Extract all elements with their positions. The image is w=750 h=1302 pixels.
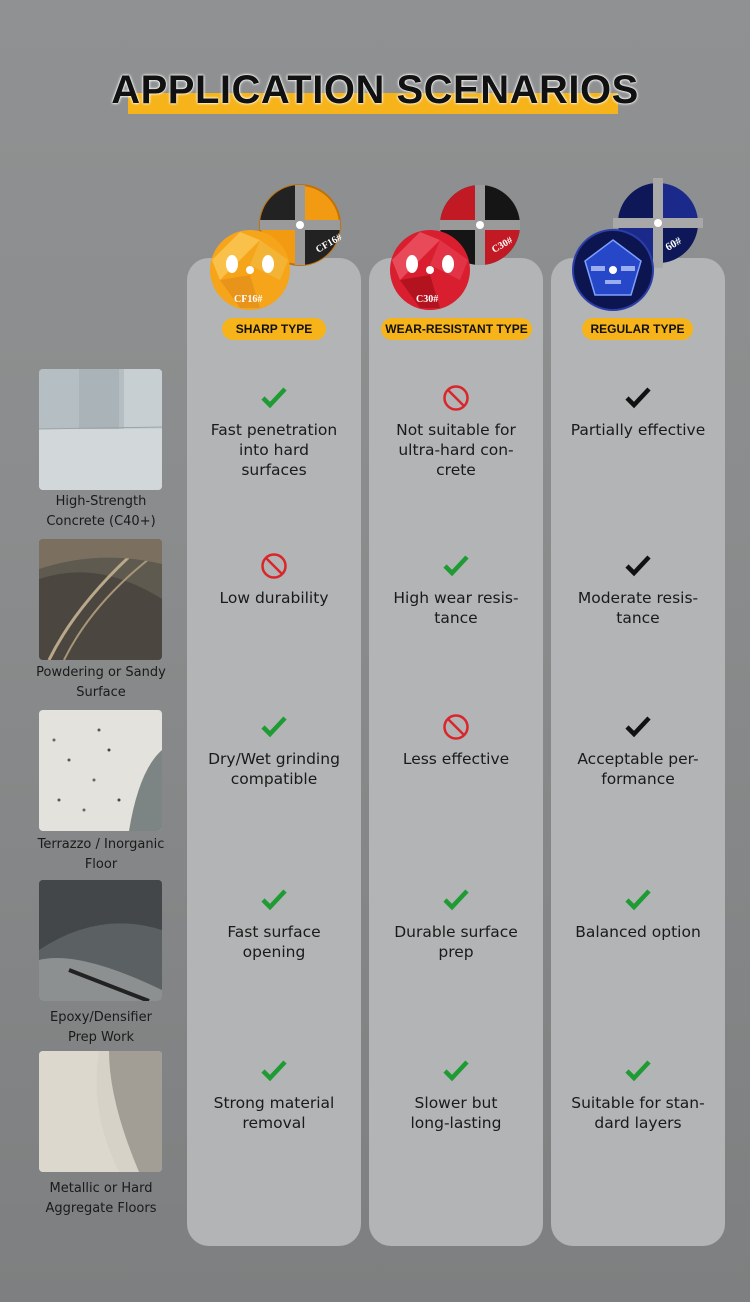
cell-regular-terrazzo: [551, 713, 725, 789]
cell-sharp-terrazzo: [187, 713, 361, 789]
check-green-icon: [624, 1057, 652, 1085]
row-image-high-strength-concrete: [39, 369, 162, 490]
check-green-icon: [442, 886, 470, 914]
cell-text: Less effective: [402, 750, 510, 768]
cell-wear-terrazzo: [369, 713, 543, 769]
check-green-icon: [260, 1057, 288, 1085]
cell-text: Suitable for stan-dard layers: [571, 1094, 705, 1132]
row-label-line: Prep Work: [68, 1030, 134, 1045]
row-label-terrazzo-floor: [20, 835, 182, 875]
prohibited-icon: [442, 713, 470, 741]
check-green-icon: [442, 1057, 470, 1085]
row-label-line: Epoxy/Densifier: [50, 1010, 152, 1025]
wear-resistant-disc-back-label: C30#: [490, 234, 515, 256]
cell-sharp-metallic: [187, 1057, 361, 1133]
check-green-icon: [260, 886, 288, 914]
check-black-icon: [624, 713, 652, 741]
cell-text: Fast surface opening: [227, 923, 321, 961]
row-image-epoxy-densifier: [39, 880, 162, 1001]
cell-regular-epoxy: [551, 886, 725, 942]
cell-regular-powdering: [551, 552, 725, 628]
tab-sharp-type: SHARP TYPE: [222, 318, 326, 340]
cell-text: Durable surface prep: [394, 923, 518, 961]
prohibited-icon: [260, 552, 288, 580]
row-label-line: Aggregate Floors: [45, 1201, 157, 1216]
cell-text: Strong material removal: [213, 1094, 335, 1132]
cell-sharp-high-strength: [187, 384, 361, 480]
row-label-line: Terrazzo / Inorganic: [37, 837, 165, 852]
row-label-line: Metallic or Hard: [49, 1181, 153, 1196]
check-green-icon: [442, 552, 470, 580]
cell-regular-high-strength: [551, 384, 725, 440]
cell-wear-metallic: [369, 1057, 543, 1133]
cell-text: Acceptable per-formance: [577, 750, 699, 788]
cell-text: Partially effective: [570, 421, 706, 439]
cell-wear-epoxy: [369, 886, 543, 962]
row-label-powdering-surface: [20, 663, 182, 703]
cell-text: Moderate resis-tance: [577, 589, 699, 627]
sharp-type-disc-front-label: CF16#: [234, 294, 263, 305]
cell-text: Fast penetration into hard surfaces: [210, 421, 338, 479]
cell-wear-high-strength: [369, 384, 543, 480]
page-title: APPLICATION SCENARIOS: [111, 68, 639, 112]
row-label-high-strength-concrete: [20, 492, 182, 532]
cell-sharp-epoxy: [187, 886, 361, 962]
regular-type-disc-image: [565, 178, 705, 313]
row-label-metallic-aggregate: [20, 1179, 182, 1219]
cell-text: Slower but long-lasting: [410, 1094, 502, 1132]
sharp-type-disc-image: [205, 183, 345, 313]
prohibited-icon: [442, 384, 470, 412]
row-image-terrazzo-floor: [39, 710, 162, 831]
cell-regular-metallic: [551, 1057, 725, 1133]
cell-text: Low durability: [219, 589, 329, 607]
cell-text: Not suitable for ultra-hard con-crete: [396, 421, 516, 479]
row-label-line: Floor: [84, 857, 118, 872]
check-green-icon: [260, 384, 288, 412]
cell-wear-powdering: [369, 552, 543, 628]
row-label-epoxy-densifier: [20, 1008, 182, 1048]
check-black-icon: [624, 552, 652, 580]
row-label-line: Concrete (C40+): [46, 514, 156, 529]
wear-resistant-disc-image: [385, 183, 525, 313]
sharp-type-disc-back-label: CF16#: [314, 231, 345, 256]
cell-text: Dry/Wet grinding compatible: [208, 750, 340, 788]
tab-regular-type: REGULAR TYPE: [582, 318, 693, 340]
tab-wear-resistant-type: WEAR-RESISTANT TYPE: [381, 318, 532, 340]
row-image-metallic-aggregate: [39, 1051, 162, 1172]
wear-resistant-disc-front-label: C30#: [416, 294, 439, 305]
cell-text: High wear resis-tance: [393, 589, 519, 627]
cell-sharp-powdering: [187, 552, 361, 608]
row-image-powdering-surface: [39, 539, 162, 660]
check-green-icon: [624, 886, 652, 914]
regular-type-disc-back-label: 60#: [663, 234, 684, 254]
check-green-icon: [260, 713, 288, 741]
row-label-line: Powdering or Sandy: [36, 665, 166, 680]
cell-text: Balanced option: [575, 923, 701, 941]
row-label-line: High-Strength: [55, 494, 147, 509]
row-label-line: Surface: [76, 685, 126, 700]
check-black-icon: [624, 384, 652, 412]
